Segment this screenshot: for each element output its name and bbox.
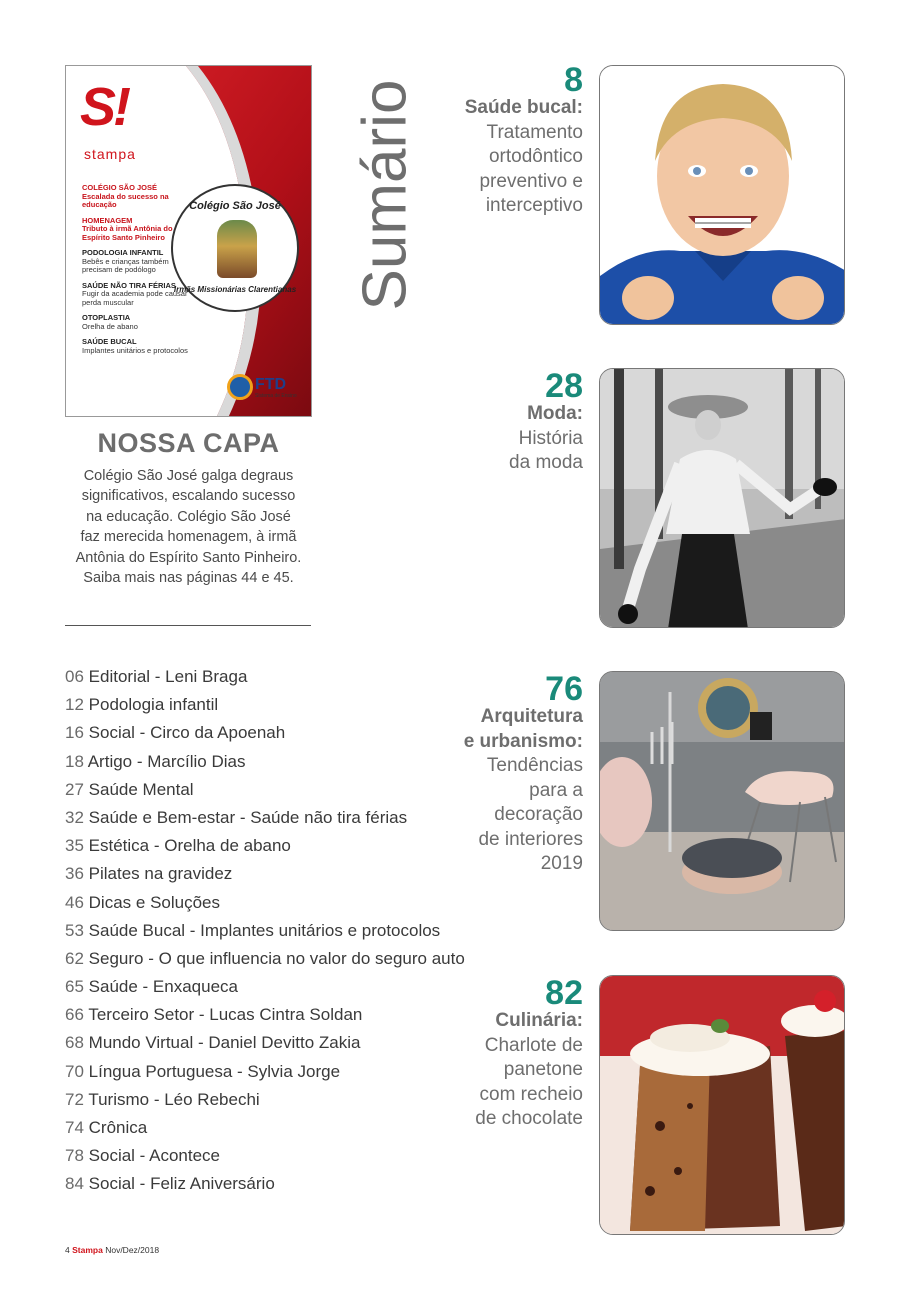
cover-headline-sub: Tributo à irmã Antônia do Espírito Santo Pinheiro xyxy=(82,224,173,242)
feature-desc-line: de interiores xyxy=(478,828,583,850)
section-divider xyxy=(65,625,311,626)
toc-item[interactable] xyxy=(65,1172,485,1200)
cover-headline-title: SAÚDE NÃO TIRA FÉRIAS xyxy=(82,280,176,290)
toc-page-number: 68 xyxy=(65,1033,84,1053)
toc-page-number: 66 xyxy=(65,1005,84,1025)
footer-edition: Nov/Dez/2018 xyxy=(105,1245,160,1255)
toc-page-number: 46 xyxy=(65,892,84,912)
cover-headline-sub: Bebês e crianças também precisam de podólogo xyxy=(82,256,169,274)
toc-page-number: 36 xyxy=(65,864,84,884)
feature-title: Arquitetura xyxy=(480,706,583,727)
magazine-cover-image xyxy=(65,65,312,417)
feature-desc-line: panetone xyxy=(503,1059,583,1080)
toc-item[interactable] xyxy=(65,750,485,778)
toc-item-title: Social - Circo da Apoenah xyxy=(88,723,286,743)
toc-item[interactable] xyxy=(65,975,485,1003)
ftd-badge-icon xyxy=(227,374,253,400)
page-footer xyxy=(65,1245,159,1255)
toc-page-number: 84 xyxy=(65,1174,84,1194)
cover-headline-title: PODOLOGIA INFANTIL xyxy=(82,248,164,257)
nossa-capa-title: NOSSA CAPA xyxy=(97,428,280,458)
cover-headline-title: OTOPLASTIA xyxy=(82,313,131,322)
photo-interior-decor xyxy=(599,671,845,931)
saint-figure xyxy=(217,220,257,278)
footer-brand: Stampa xyxy=(72,1245,103,1255)
toc-item-title: Crônica xyxy=(88,1118,148,1137)
feature-desc-line: de chocolate xyxy=(475,1108,583,1129)
toc-item[interactable] xyxy=(65,806,485,834)
toc-item[interactable] xyxy=(65,919,485,947)
feature-desc-line: Tendências xyxy=(486,755,583,776)
nossa-capa-line: significativos, escalando sucesso xyxy=(81,488,296,505)
feature-desc-line: ortodôntico xyxy=(488,146,583,167)
toc-page-number: 53 xyxy=(65,920,84,940)
sumario-title: Sumário xyxy=(350,79,420,311)
toc-page-number: 16 xyxy=(65,723,84,743)
feature-page-number: 76 xyxy=(545,670,583,708)
feature-saude-bucal[interactable] xyxy=(464,61,583,219)
seal-text-top: Colégio São José xyxy=(189,200,281,212)
cover-headline-title: SAÚDE BUCAL xyxy=(82,337,137,346)
photo-boy-braces xyxy=(599,65,845,325)
toc-page-number: 65 xyxy=(65,977,84,997)
toc-item-title: Terceiro Setor - Lucas Cintra Soldan xyxy=(88,1005,363,1025)
sumario-heading xyxy=(352,64,418,326)
feature-desc-line: com recheio xyxy=(479,1083,583,1105)
toc-page-number: 32 xyxy=(65,807,84,827)
cover-headline-sub: Fugir da academia pode causar perda muscular xyxy=(82,289,188,307)
toc-item-title: Saúde e Bem-estar - Saúde não tira férias xyxy=(88,807,408,827)
feature-title: Culinária: xyxy=(495,1010,583,1031)
toc-item[interactable] xyxy=(65,1116,485,1144)
toc-page-number: 06 xyxy=(65,667,84,686)
toc-item[interactable] xyxy=(65,834,485,862)
toc-item[interactable] xyxy=(65,1060,485,1088)
seal-text-bottom: Irmãs Missionárias Clarentianas xyxy=(173,285,297,294)
cover-headline-sub: Escalada do sucesso na educação xyxy=(82,191,169,209)
toc-item-title: Editorial - Leni Braga xyxy=(88,667,248,686)
nossa-capa-line: faz merecida homenagem, à irmã xyxy=(80,529,297,546)
toc-item-title: Social - Acontece xyxy=(88,1146,221,1166)
toc-item-title: Turismo - Léo Rebechi xyxy=(88,1089,260,1109)
ftd-logo xyxy=(227,374,297,402)
toc-page-number: 62 xyxy=(65,948,84,968)
feature-moda[interactable] xyxy=(509,367,583,476)
cover-headline-sub: Implantes unitários e protocolos xyxy=(82,345,188,355)
cover-headline-title: COLÉGIO SÃO JOSÉ xyxy=(82,183,158,192)
toc-page-number: 27 xyxy=(65,779,84,799)
feature-page-number: 8 xyxy=(564,61,583,99)
toc-item[interactable] xyxy=(65,862,485,890)
cover-logo-sub: stampa xyxy=(84,146,136,162)
toc-item-title: Dicas e Soluções xyxy=(88,892,220,912)
toc-item-title: Podologia infantil xyxy=(88,695,219,715)
feature-page-number: 82 xyxy=(545,974,583,1012)
photo-vintage-fashion xyxy=(599,368,845,628)
toc-page-number: 12 xyxy=(65,695,84,715)
toc-page-number: 70 xyxy=(65,1061,84,1081)
toc-item[interactable] xyxy=(65,778,485,806)
nossa-capa-line: na educação. Colégio São José xyxy=(86,508,291,525)
feature-title: Moda: xyxy=(527,403,583,424)
feature-page-number: 28 xyxy=(545,367,583,405)
toc-page-number: 72 xyxy=(65,1089,84,1109)
footer-page-number: 4 xyxy=(65,1245,70,1255)
cover-headline xyxy=(82,314,192,331)
feature-desc-line: 2019 xyxy=(540,853,583,874)
feature-title: e urbanismo: xyxy=(463,730,583,752)
table-of-contents xyxy=(65,665,485,1201)
toc-item[interactable] xyxy=(65,1144,485,1172)
feature-arquitetura[interactable] xyxy=(463,670,583,877)
toc-item[interactable] xyxy=(65,1088,485,1116)
toc-page-number: 74 xyxy=(65,1118,84,1137)
feature-desc-line: interceptivo xyxy=(485,195,583,216)
photo-chocolate-cake xyxy=(599,975,845,1235)
toc-item-title: Social - Feliz Aniversário xyxy=(88,1174,275,1194)
toc-item[interactable] xyxy=(65,1003,485,1031)
toc-item-title: Artigo - Marcílio Dias xyxy=(87,751,246,771)
toc-item-title: Saúde Bucal - Implantes unitários e protocolos xyxy=(88,920,441,940)
toc-item-title: Saúde - Enxaqueca xyxy=(88,977,238,997)
feature-desc-line: História xyxy=(518,427,583,449)
ftd-logo-text: FTD xyxy=(255,376,287,393)
feature-desc-line: Tratamento xyxy=(486,121,583,143)
toc-item-title: Seguro - O que influencia no valor do seguro auto xyxy=(88,948,465,968)
toc-item-title: Saúde Mental xyxy=(88,779,194,799)
feature-desc-line: para a xyxy=(529,779,583,801)
toc-item[interactable] xyxy=(65,1031,485,1059)
toc-item-title: Estética - Orelha de abano xyxy=(88,836,291,856)
feature-desc-line: decoração xyxy=(494,804,583,825)
cover-headline xyxy=(82,338,192,355)
toc-page-number: 35 xyxy=(65,836,84,856)
ftd-logo-sub: Sistema de Ensino xyxy=(255,393,297,399)
feature-culinaria[interactable] xyxy=(475,974,583,1132)
toc-item[interactable] xyxy=(65,721,485,749)
toc-page-number: 18 xyxy=(65,751,84,771)
cover-headline-sub: Orelha de abano xyxy=(82,321,138,331)
toc-page-number: 78 xyxy=(65,1146,84,1166)
school-seal xyxy=(171,184,299,312)
toc-item[interactable] xyxy=(65,947,485,975)
nossa-capa-text xyxy=(65,466,312,588)
feature-desc-line: da moda xyxy=(509,452,583,473)
feature-desc-line: preventivo e xyxy=(479,170,583,192)
cover-logo: S! xyxy=(80,77,128,137)
nossa-capa-line: Saiba mais nas páginas 44 e 45. xyxy=(83,570,294,587)
feature-title: Saúde bucal: xyxy=(464,97,583,118)
cover-headline-title: HOMENAGEM xyxy=(82,215,133,225)
nossa-capa-line: Colégio São José galga degraus xyxy=(83,468,294,484)
toc-item-title: Pilates na gravidez xyxy=(88,864,233,884)
feature-desc-line: Charlote de xyxy=(484,1034,583,1056)
toc-item-title: Língua Portuguesa - Sylvia Jorge xyxy=(88,1061,341,1081)
toc-item[interactable] xyxy=(65,693,485,721)
toc-item[interactable] xyxy=(65,891,485,919)
toc-item[interactable] xyxy=(65,665,485,693)
nossa-capa-line: Antônia do Espírito Santo Pinheiro. xyxy=(75,549,302,566)
toc-item-title: Mundo Virtual - Daniel Devitto Zakia xyxy=(88,1033,361,1053)
